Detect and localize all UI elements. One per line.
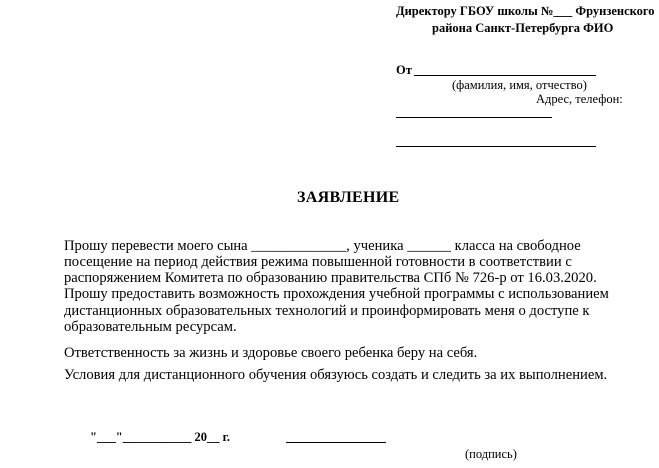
page-title: ЗАЯВЛЕНИЕ [297, 189, 400, 206]
address-line-2 [396, 146, 596, 147]
addressee-line-2: района Санкт-Петербурга ФИО [432, 21, 614, 35]
date-field: "___"___________ 20__ г. [90, 430, 231, 444]
from-label: От [396, 63, 412, 77]
signature-caption: (подпись) [465, 447, 517, 461]
from-caption: (фамилия, имя, отчество) [452, 78, 587, 92]
body-line-3: распоряжением Комитета по образованию правительства СПб № 726-р от 16.03.2020. [64, 270, 597, 286]
body-line-5: дистанционных образовательных технологий и проинформировать меня о доступе к [64, 303, 590, 319]
body-paragraph-conditions: Условия для дистанционного обучения обязуюсь создать и следить за их выполнением. [64, 367, 608, 383]
address-label: Адрес, телефон: [536, 92, 623, 106]
body-line-2: посещение на период действия режима повышенной готовности в соответствии с [64, 254, 572, 270]
signature-line [286, 442, 386, 443]
from-name-line [414, 75, 596, 76]
body-line-1: Прошу перевести моего сына _____________, ученика ______ класса на свободное [64, 238, 581, 254]
body-line-6: образовательным ресурсам. [64, 319, 237, 335]
addressee-line-1: Директору ГБОУ школы №___ Фрунзенского [396, 4, 655, 18]
address-line-1 [396, 117, 552, 118]
body-paragraph-responsibility: Ответственность за жизнь и здоровье своего ребенка беру на себя. [64, 345, 478, 361]
body-line-4: Прошу предоставить возможность прохождения учебной программы с использованием [64, 286, 609, 302]
